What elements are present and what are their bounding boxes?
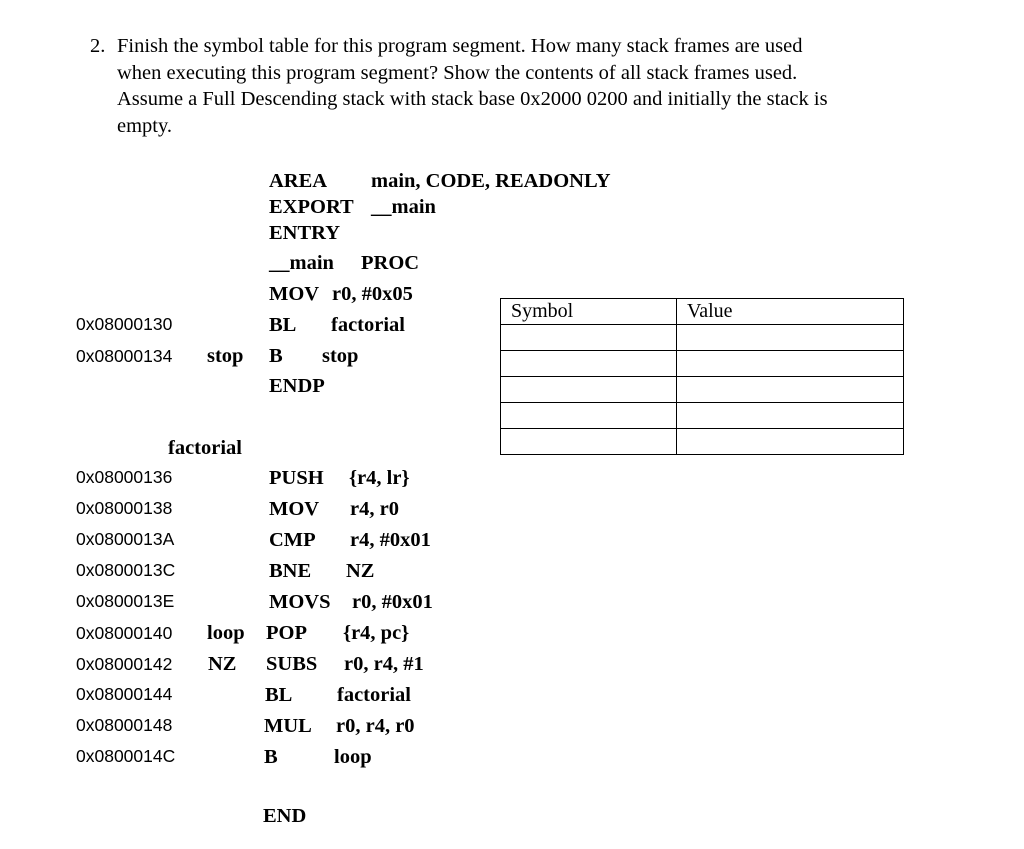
instruction-address: 0x0800013A (76, 529, 175, 549)
symbol-cell (501, 377, 677, 403)
table-row (501, 377, 904, 403)
directive-op: ENDP (269, 375, 325, 397)
instruction-args: r4, #0x01 (350, 529, 431, 551)
instruction-address: 0x0800013E (76, 591, 175, 611)
end-directive: END (263, 805, 307, 827)
question-text (90, 33, 920, 139)
symbol-table-header-row (501, 299, 904, 325)
code-label: NZ (208, 653, 237, 675)
instruction-address: 0x08000148 (76, 715, 173, 735)
symbol-cell (501, 429, 677, 455)
symbol-cell (501, 351, 677, 377)
instruction-op: PUSH (269, 467, 324, 489)
instruction-op: MUL (264, 715, 312, 737)
instruction-op: BNE (269, 560, 312, 582)
code-label: stop (207, 345, 244, 367)
value-column-header: Value (677, 299, 904, 325)
instruction-args: r0, #0x01 (352, 591, 433, 613)
question-line-3: Assume a Full Descending stack with stack base 0x2000 0200 and initially the stack is (117, 88, 828, 110)
instruction-address: 0x08000144 (76, 684, 173, 704)
instruction-args: factorial (337, 684, 411, 706)
instruction-args: r0, r4, r0 (336, 715, 415, 737)
symbol-column-header: Symbol (501, 299, 677, 325)
table-row (501, 325, 904, 351)
instruction-args: {r4, lr} (349, 467, 410, 489)
instruction-address: 0x0800013C (76, 560, 176, 580)
proc-label: __main (269, 252, 334, 274)
symbol-cell (501, 325, 677, 351)
value-cell (677, 351, 904, 377)
symbol-cell (501, 403, 677, 429)
question-number: 2. (90, 35, 106, 57)
instruction-args: r0, #0x05 (332, 283, 413, 305)
directive-args: __main (371, 196, 436, 218)
instruction-op: MOV (269, 283, 320, 305)
instruction-address: 0x08000134 (76, 346, 173, 366)
value-cell (677, 429, 904, 455)
instruction-args: {r4, pc} (343, 622, 410, 644)
instruction-address: 0x08000140 (76, 623, 173, 643)
code-label: loop (207, 622, 245, 644)
instruction-address: 0x08000142 (76, 654, 173, 674)
instruction-op: BL (265, 684, 293, 706)
question-line-1: Finish the symbol table for this program segment. How many stack frames are used (117, 35, 803, 57)
instruction-args: loop (334, 746, 372, 768)
value-cell (677, 403, 904, 429)
instruction-address: 0x08000136 (76, 467, 173, 487)
function-label: factorial (168, 437, 242, 459)
directive-op: ENTRY (269, 222, 341, 244)
instruction-op: MOVS (269, 591, 331, 613)
directive-op: EXPORT (269, 196, 354, 218)
instruction-address: 0x08000138 (76, 498, 173, 518)
instruction-args: r4, r0 (350, 498, 399, 520)
instruction-op: MOV (269, 498, 320, 520)
instruction-op: CMP (269, 529, 316, 551)
instruction-op: BL (269, 314, 297, 336)
instruction-op: SUBS (266, 653, 318, 675)
directive-op: AREA (269, 170, 328, 192)
instruction-args: NZ (346, 560, 375, 582)
symbol-table (500, 298, 904, 455)
instruction-address: 0x0800014C (76, 746, 176, 766)
value-cell (677, 325, 904, 351)
instruction-args: r0, r4, #1 (344, 653, 424, 675)
instruction-args: factorial (331, 314, 405, 336)
instruction-args: stop (322, 345, 359, 367)
instruction-op: B (264, 746, 278, 768)
value-cell (677, 377, 904, 403)
directive-args: main, CODE, READONLY (371, 170, 611, 192)
proc-directive: PROC (361, 252, 420, 274)
instruction-op: POP (266, 622, 307, 644)
table-row (501, 429, 904, 455)
table-row (501, 351, 904, 377)
question-line-4: empty. (117, 114, 173, 137)
instruction-op: B (269, 345, 283, 367)
table-row (501, 403, 904, 429)
instruction-address: 0x08000130 (76, 314, 173, 334)
question-line-2: when executing this program segment? Show the contents of all stack frames used. (117, 61, 798, 84)
